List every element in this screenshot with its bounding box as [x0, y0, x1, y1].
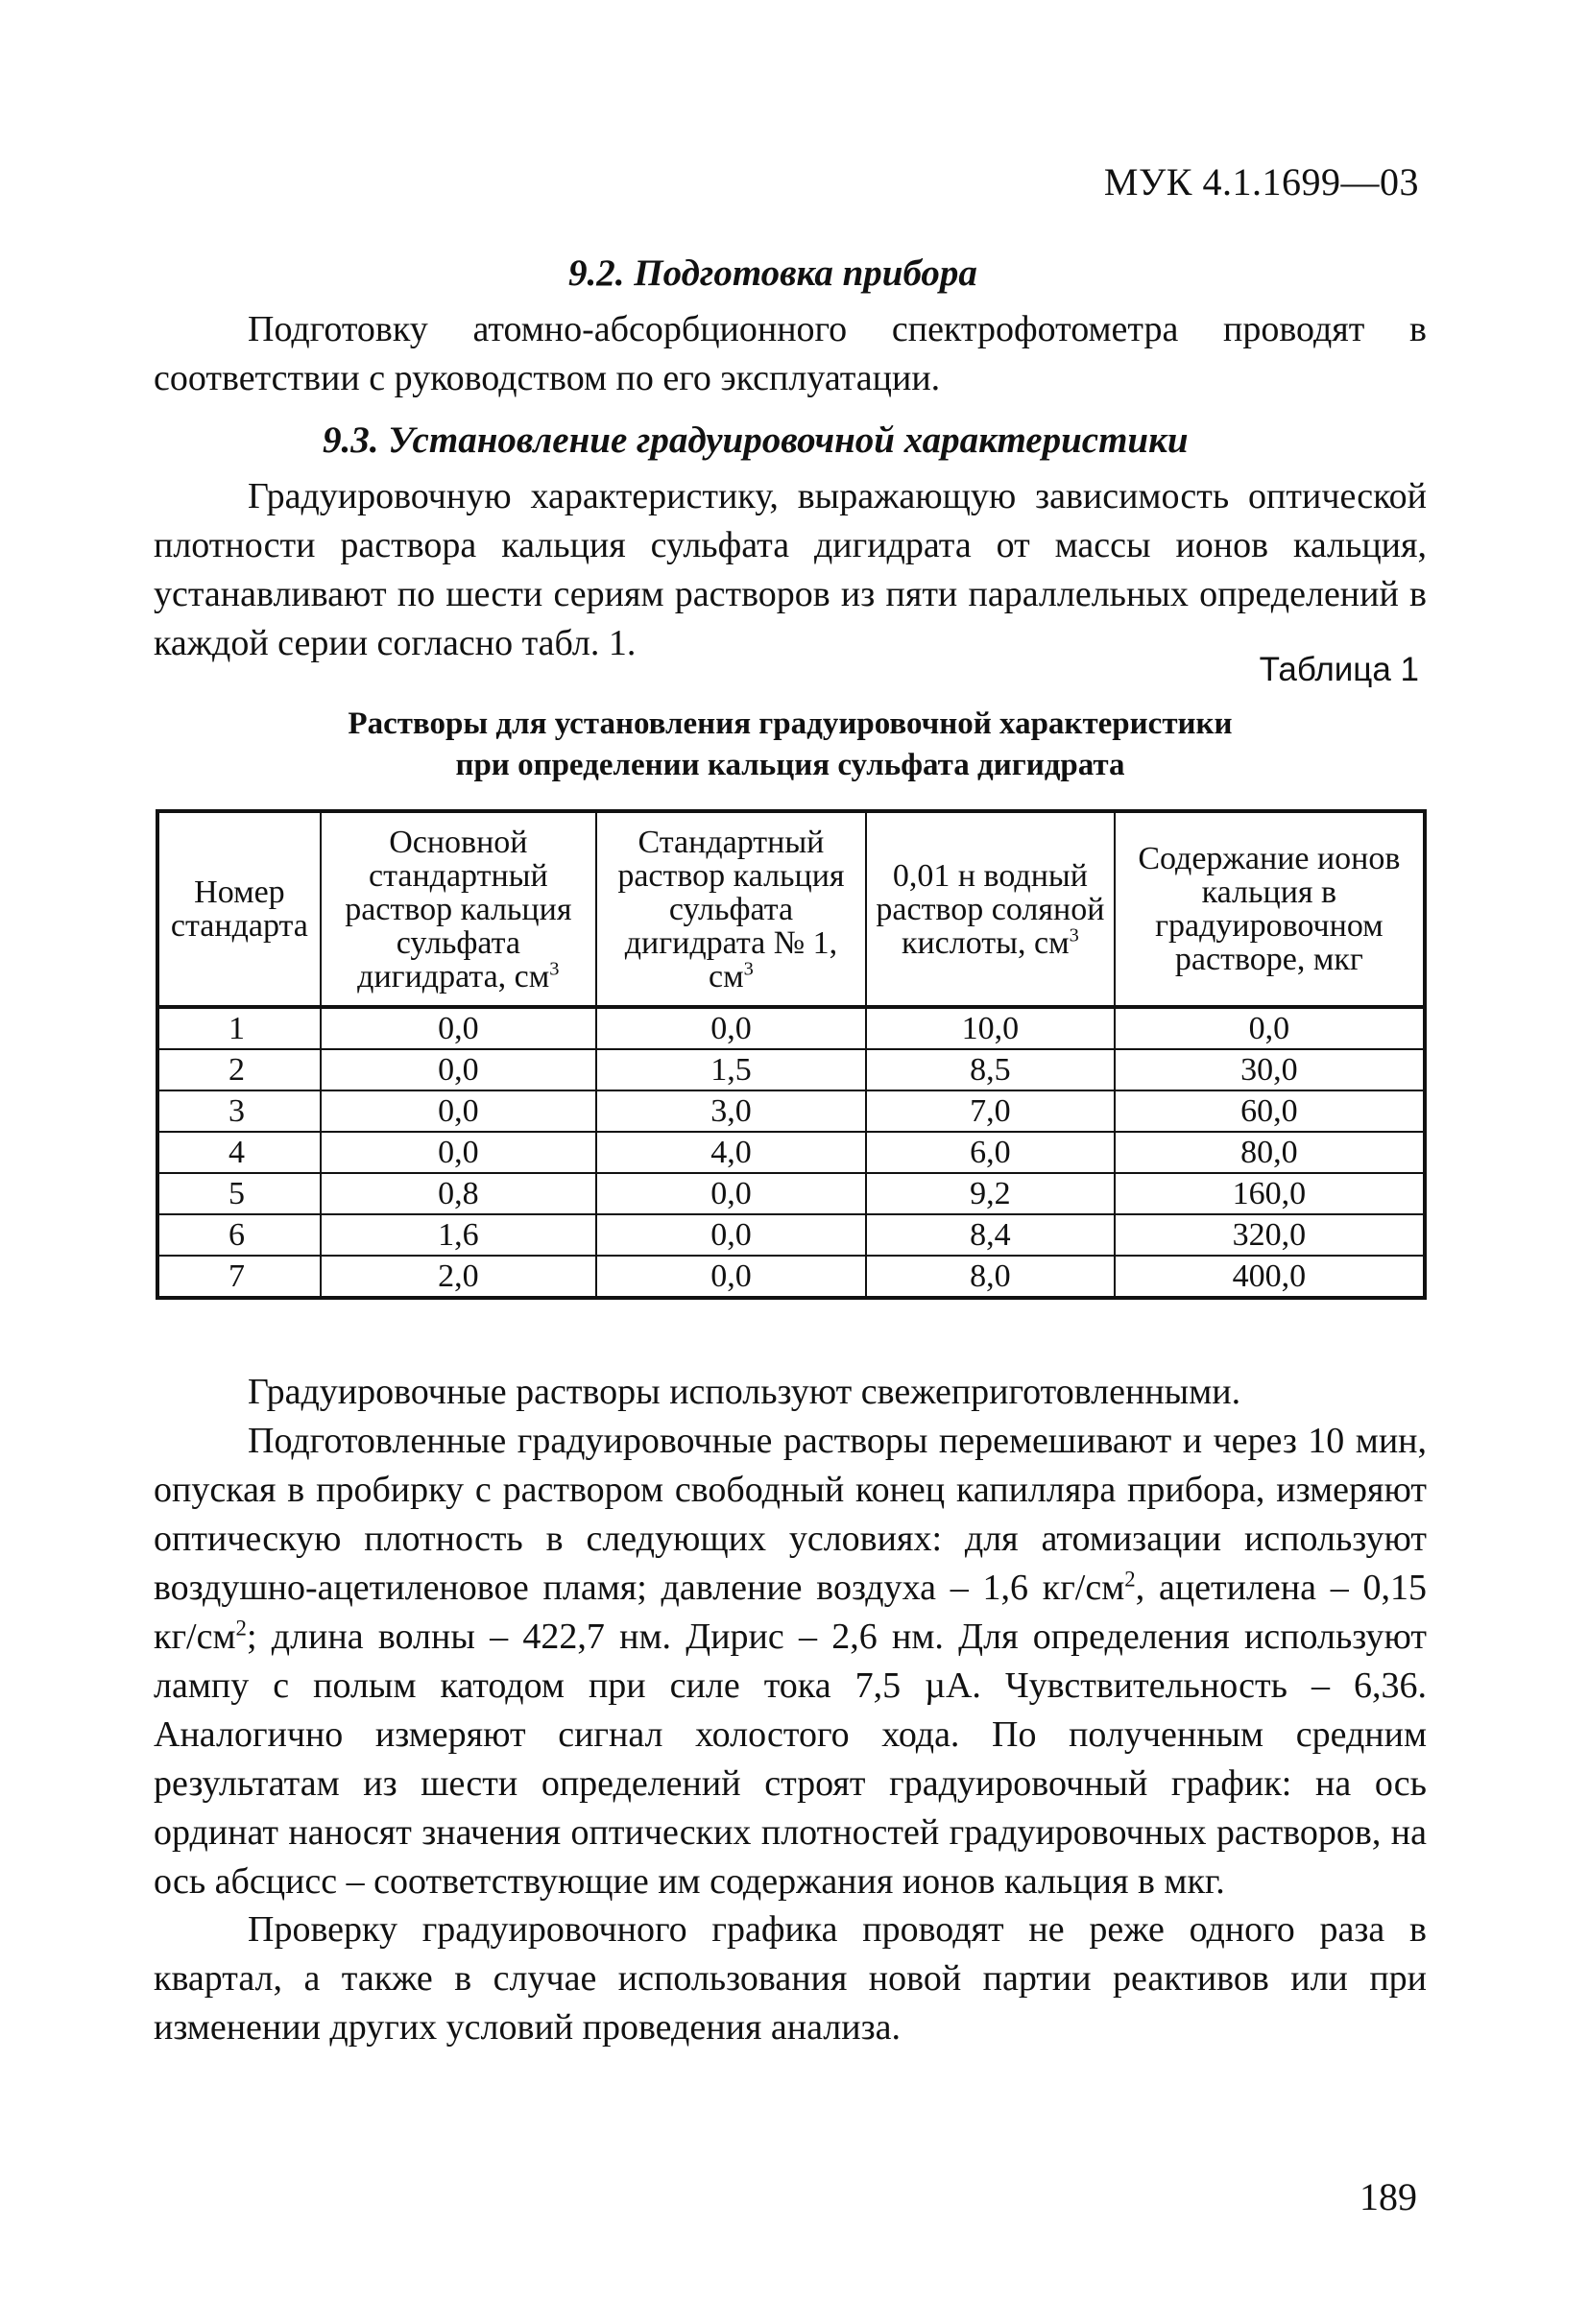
table-cell: 9,2 [866, 1173, 1115, 1214]
table-caption-line-2: при определении кальция сульфата дигидрата [455, 748, 1125, 782]
table-header-row [157, 811, 1425, 1007]
table-cell: 400,0 [1115, 1256, 1425, 1298]
table-row [157, 1173, 1425, 1214]
table-cell: 4,0 [596, 1132, 866, 1173]
header-cell: Номер стандарта [157, 811, 321, 1007]
table-cell: 6 [157, 1214, 321, 1256]
table-row [157, 1214, 1425, 1256]
table-cell: 0,0 [321, 1049, 596, 1090]
paragraph-fresh-solutions: Градуировочные растворы используют свежеприготовленными. [248, 1372, 1241, 1412]
table-cell: 80,0 [1115, 1132, 1425, 1173]
table-row [157, 1132, 1425, 1173]
header-cell: Стандартный раствор кальция сульфата дигидрата № 1, $см^3$ [596, 811, 866, 1007]
table-cell: 0,0 [596, 1256, 866, 1298]
header-cell: 0,01 н водный раствор соляной кислоты, $см^3$ [866, 811, 1115, 1007]
table-cell: 3 [157, 1090, 321, 1132]
table-row [157, 1256, 1425, 1298]
table-caption [154, 704, 1427, 786]
header-cell: Содержание ионов кальция в градуировочном растворе, мкг [1115, 811, 1425, 1007]
table-cell: 2,0 [321, 1256, 596, 1298]
table-cell: 3,0 [596, 1090, 866, 1132]
table-cell: 0,0 [596, 1007, 866, 1049]
table-cell: 30,0 [1115, 1049, 1425, 1090]
table-cell: 160,0 [1115, 1173, 1425, 1214]
table-cell: 0,0 [1115, 1007, 1425, 1049]
page-number: 189 [1359, 2175, 1417, 2218]
paragraph-measurement-conditions: Подготовленные градуировочные растворы перемешивают и через 10 мин, опуская в пробирку с раствором свободный конец капилляра прибора, измеряют оптическую плотность в следующих условиях: для атомизации используют воздушно-ацетиленовое пламя; давление воздуха – 1,6 $кг/см^2$, ацетилена – 0,15 $кг/см^2$; длина волны – 422,7 нм. Дирис – 2,6 нм. Для определения используют лампу с полым катодом при силе тока 7,5 µА. Чувствительность – 6,36. Аналогично измеряют сигнал холостого хода. По полученным средним результатам из шести определений строят градуировочный график: на ось ординат наносят значения оптических плотностей градуировочных растворов, на ось абсцисс – соответствующие им содержания ионов кальция в мкг. [154, 1421, 1428, 1902]
paragraph-9-2: Подготовку атомно-абсорбционного спектрофотометра проводят в соответствии с руководством по его эксплуатации. [154, 309, 1427, 398]
table-cell: 4 [157, 1132, 321, 1173]
paragraph-calibration-check: Проверку градуировочного графика проводят не реже одного раза в квартал, а также в случае использования новой партии реактивов или при изменении других условий проведения анализа. [154, 1909, 1427, 2048]
table-cell: 8,4 [866, 1214, 1115, 1256]
table-row [157, 1049, 1425, 1090]
table-cell: 320,0 [1115, 1214, 1425, 1256]
document-code: МУК 4.1.1699—03 [1103, 160, 1419, 204]
table-cell: 2 [157, 1049, 321, 1090]
table-cell: 0,8 [321, 1173, 596, 1214]
table-cell: 1,5 [596, 1049, 866, 1090]
table-row [157, 1090, 1425, 1132]
table-cell: 7,0 [866, 1090, 1115, 1132]
section-heading-9-3: 9.3. Установление градуировочной характеристики [323, 419, 1189, 461]
table-cell: 8,0 [866, 1256, 1115, 1298]
table-caption-line-1: Растворы для установления градуировочной характеристики [348, 707, 1233, 741]
table-cell: 8,5 [866, 1049, 1115, 1090]
table-number: Таблица 1 [1259, 651, 1419, 688]
table-cell: 5 [157, 1173, 321, 1214]
table-cell: 10,0 [866, 1007, 1115, 1049]
table-row [157, 1007, 1425, 1049]
table-cell: 0,0 [321, 1132, 596, 1173]
table-cell: 0,0 [321, 1007, 596, 1049]
table-cell: 0,0 [596, 1173, 866, 1214]
table-cell: 60,0 [1115, 1090, 1425, 1132]
header-cell: Основной стандартный раствор кальция сульфата дигидрата, $см^3$ [321, 811, 596, 1007]
solutions-table [156, 809, 1427, 1300]
paragraph-9-3: Градуировочную характеристику, выражающую зависимость оптической плотности раствора кальция сульфата дигидрата от массы ионов кальция, устанавливают по шести сериям растворов из пяти параллельных определений в каждой серии согласно табл. 1. [154, 476, 1427, 663]
table-cell: 0,0 [596, 1214, 866, 1256]
section-heading-9-2: 9.2. Подготовка прибора [568, 252, 977, 294]
table-cell: 6,0 [866, 1132, 1115, 1173]
table-cell: 0,0 [321, 1090, 596, 1132]
table-cell: 7 [157, 1256, 321, 1298]
table-cell: 1,6 [321, 1214, 596, 1256]
table-cell: 1 [157, 1007, 321, 1049]
